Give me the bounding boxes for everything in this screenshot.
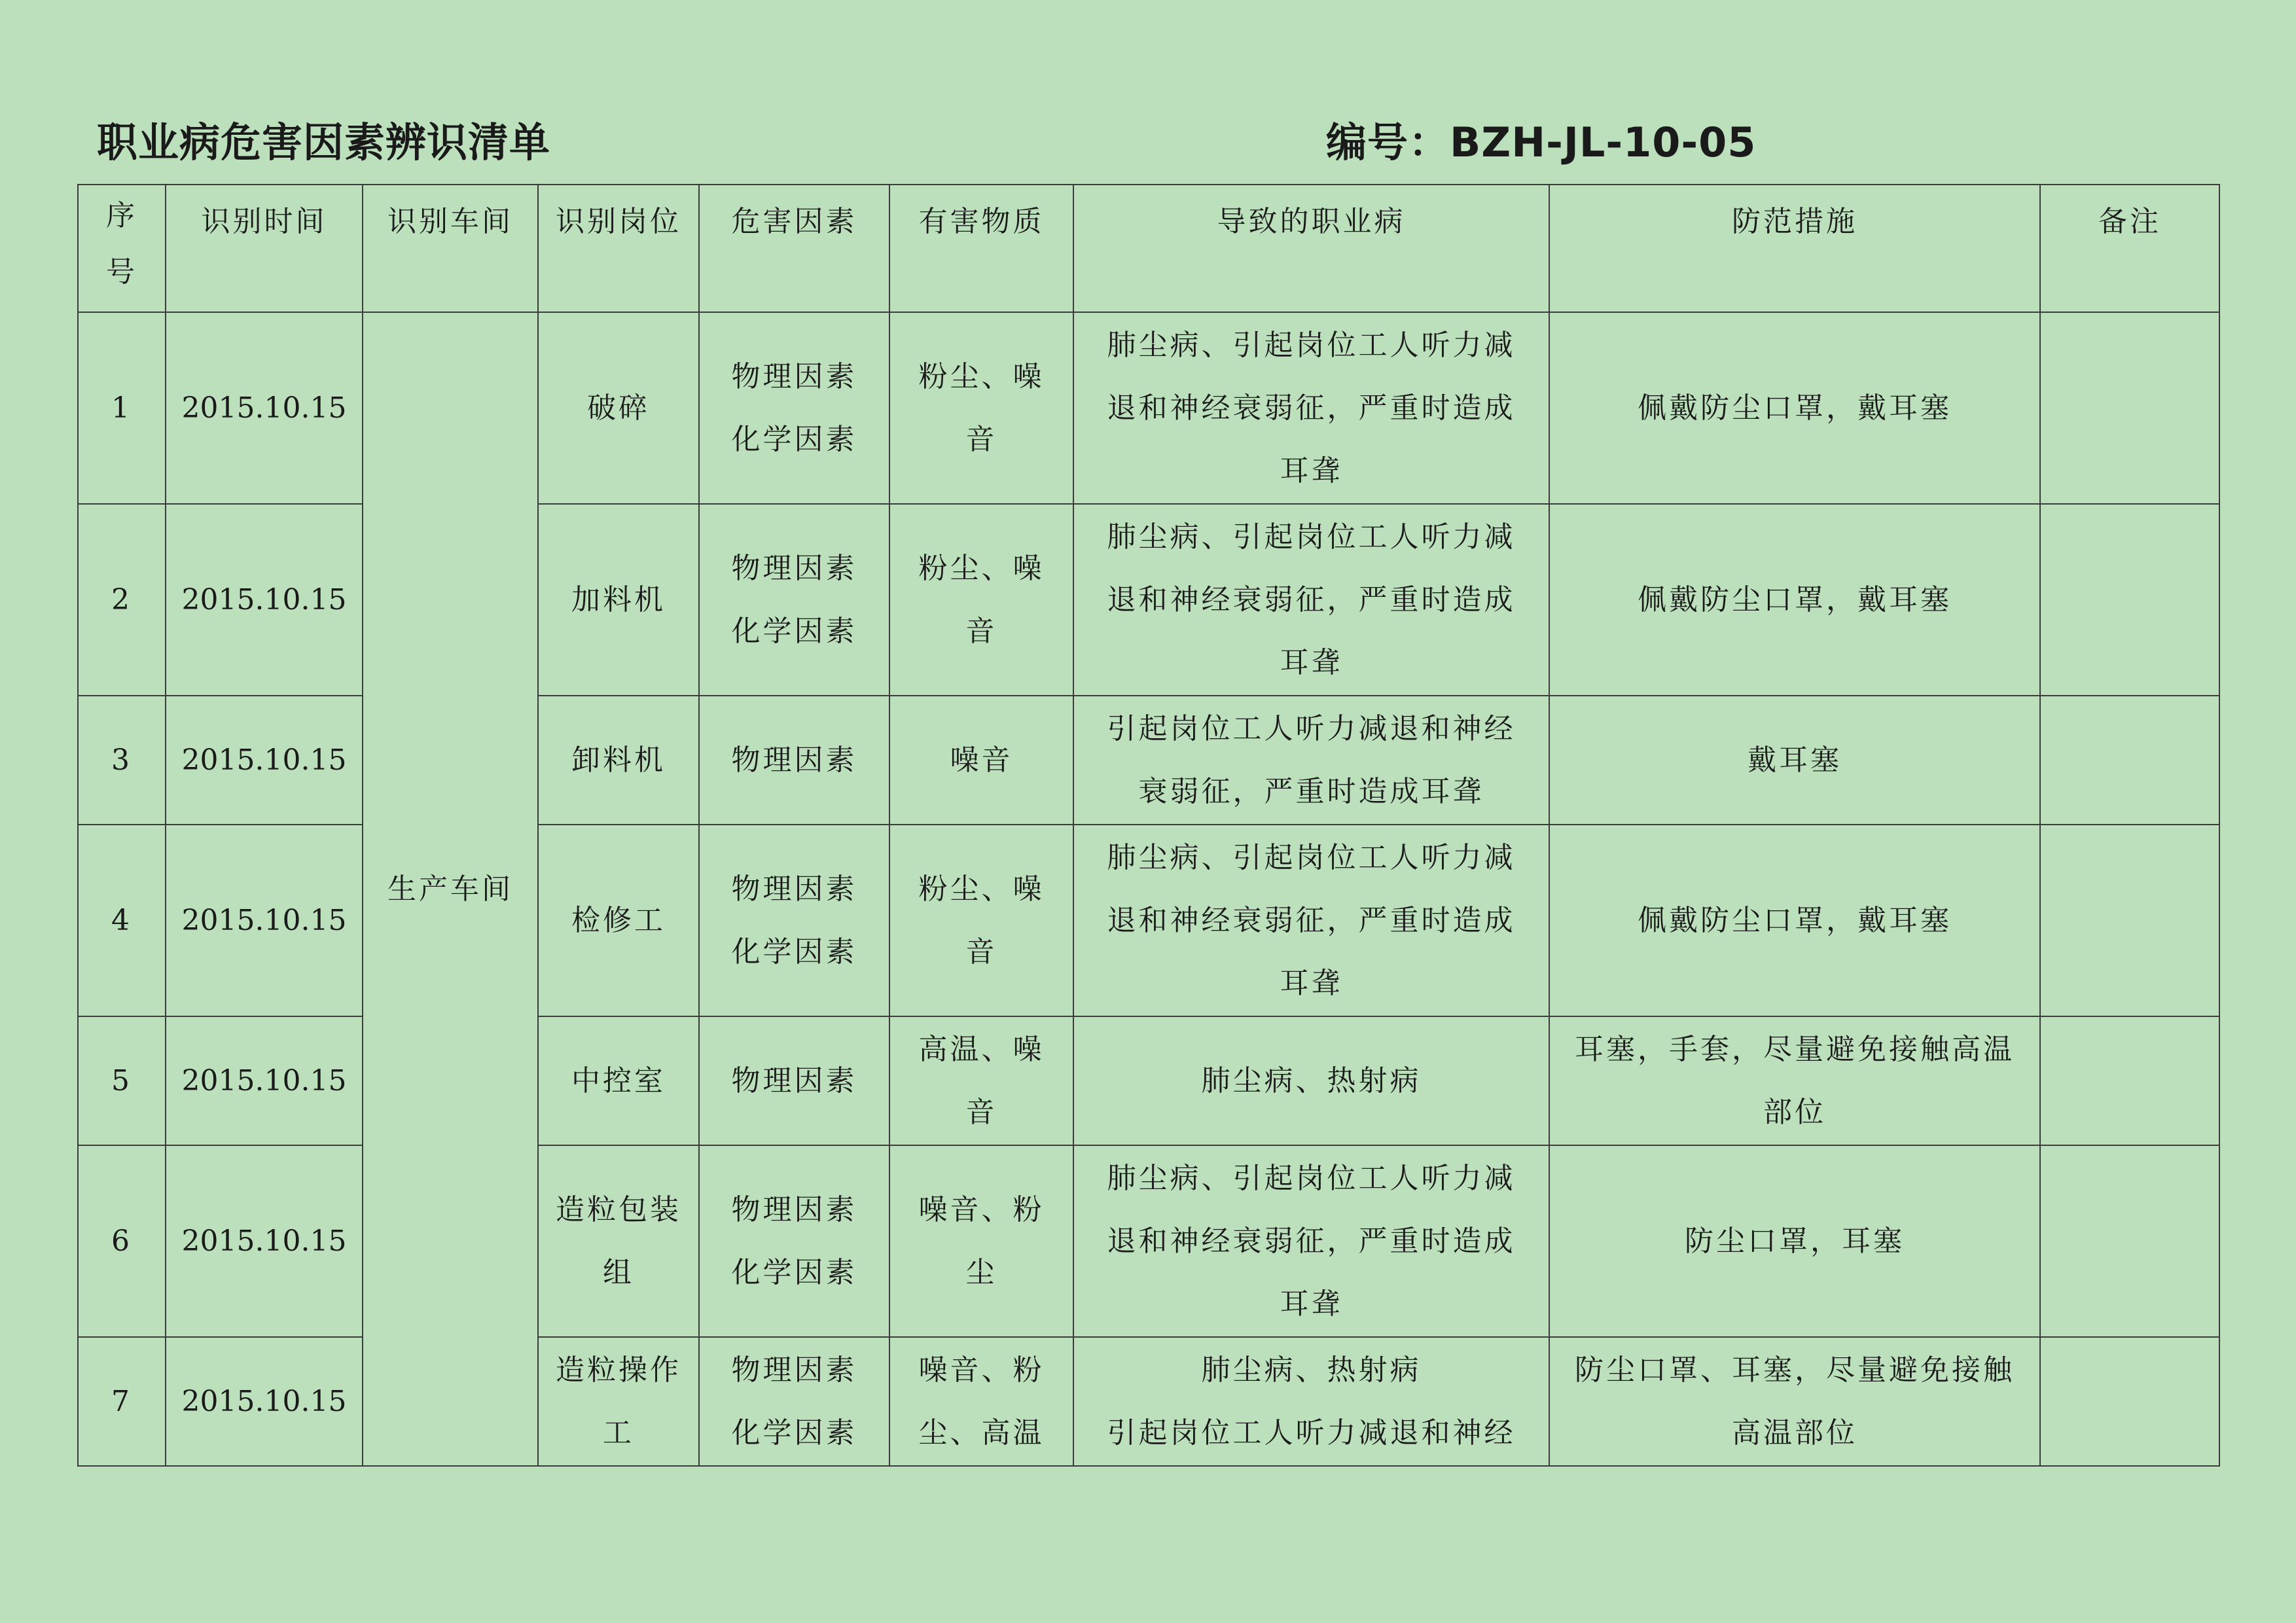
row-hazard: 物理因素 — [699, 1016, 889, 1145]
hazard-identification-table — [77, 184, 2220, 1467]
row-substance: 噪音 — [889, 696, 1073, 825]
row-disease: 肺尘病、引起岗位工人听力减 退和神经衰弱征，严重时造成 耳聋 — [1073, 1145, 1549, 1337]
row-disease: 肺尘病、引起岗位工人听力减 退和神经衰弱征，严重时造成 耳聋 — [1073, 312, 1549, 504]
row-post: 卸料机 — [538, 696, 699, 825]
row-substance: 粉尘、噪 音 — [889, 825, 1073, 1016]
row-hazard: 物理因素 — [699, 696, 889, 825]
row-substance: 噪音、粉 尘 — [889, 1145, 1073, 1337]
row-measures: 防尘口罩，耳塞 — [1549, 1145, 2040, 1337]
header-measures: 防范措施 — [1549, 185, 2040, 312]
row-measures: 耳塞，手套，尽量避免接触高温 部位 — [1549, 1016, 2040, 1145]
row-remarks — [2040, 696, 2219, 825]
row-seq: 6 — [78, 1145, 166, 1337]
row-remarks — [2040, 312, 2219, 504]
row-measures: 防尘口罩、耳塞，尽量避免接触 高温部位 — [1549, 1337, 2040, 1466]
row-disease: 肺尘病、热射病 引起岗位工人听力减退和神经 — [1073, 1337, 1549, 1466]
row-disease: 肺尘病、热射病 — [1073, 1016, 1549, 1145]
row-remarks — [2040, 825, 2219, 1016]
document-number: 编号：BZH-JL-10-05 — [1326, 118, 1757, 166]
row-substance: 噪音、粉 尘、高温 — [889, 1337, 1073, 1466]
header-workshop: 识别车间 — [363, 185, 538, 312]
header-remarks: 备注 — [2040, 185, 2219, 312]
row-post: 中控室 — [538, 1016, 699, 1145]
row-hazard: 物理因素 化学因素 — [699, 504, 889, 696]
row-seq: 5 — [78, 1016, 166, 1145]
row-hazard: 物理因素 化学因素 — [699, 1337, 889, 1466]
table-header-row — [78, 185, 2219, 312]
row-date: 2015.10.15 — [166, 1337, 363, 1466]
row-hazard: 物理因素 化学因素 — [699, 825, 889, 1016]
header-seq: 序 号 — [78, 185, 166, 312]
row-substance: 粉尘、噪 音 — [889, 504, 1073, 696]
row-measures: 戴耳塞 — [1549, 696, 2040, 825]
header-substance: 有害物质 — [889, 185, 1073, 312]
row-seq: 2 — [78, 504, 166, 696]
row-post: 加料机 — [538, 504, 699, 696]
row-post: 造粒操作 工 — [538, 1337, 699, 1466]
row-remarks — [2040, 1145, 2219, 1337]
row-remarks — [2040, 504, 2219, 696]
row-date: 2015.10.15 — [166, 1016, 363, 1145]
row-measures: 佩戴防尘口罩，戴耳塞 — [1549, 504, 2040, 696]
table-row — [78, 312, 2219, 504]
row-disease: 引起岗位工人听力减退和神经 衰弱征，严重时造成耳聋 — [1073, 696, 1549, 825]
header-hazard: 危害因素 — [699, 185, 889, 312]
row-hazard: 物理因素 化学因素 — [699, 312, 889, 504]
row-measures: 佩戴防尘口罩，戴耳塞 — [1549, 825, 2040, 1016]
header-disease: 导致的职业病 — [1073, 185, 1549, 312]
row-remarks — [2040, 1016, 2219, 1145]
row-date: 2015.10.15 — [166, 1145, 363, 1337]
row-measures: 佩戴防尘口罩，戴耳塞 — [1549, 312, 2040, 504]
row-remarks — [2040, 1337, 2219, 1466]
row-seq: 3 — [78, 696, 166, 825]
row-date: 2015.10.15 — [166, 312, 363, 504]
row-disease: 肺尘病、引起岗位工人听力减 退和神经衰弱征，严重时造成 耳聋 — [1073, 504, 1549, 696]
row-seq: 1 — [78, 312, 166, 504]
row-date: 2015.10.15 — [166, 504, 363, 696]
row-disease: 肺尘病、引起岗位工人听力减 退和神经衰弱征，严重时造成 耳聋 — [1073, 825, 1549, 1016]
header-date: 识别时间 — [166, 185, 363, 312]
row-seq: 7 — [78, 1337, 166, 1466]
row-post: 造粒包装 组 — [538, 1145, 699, 1337]
row-post: 破碎 — [538, 312, 699, 504]
row-substance: 高温、噪 音 — [889, 1016, 1073, 1145]
row-date: 2015.10.15 — [166, 825, 363, 1016]
row-substance: 粉尘、噪 音 — [889, 312, 1073, 504]
document-title: 职业病危害因素辨识清单 — [97, 118, 551, 166]
workshop-cell: 生产车间 — [363, 312, 538, 1466]
row-hazard: 物理因素 化学因素 — [699, 1145, 889, 1337]
row-post: 检修工 — [538, 825, 699, 1016]
row-date: 2015.10.15 — [166, 696, 363, 825]
header-post: 识别岗位 — [538, 185, 699, 312]
row-seq: 4 — [78, 825, 166, 1016]
